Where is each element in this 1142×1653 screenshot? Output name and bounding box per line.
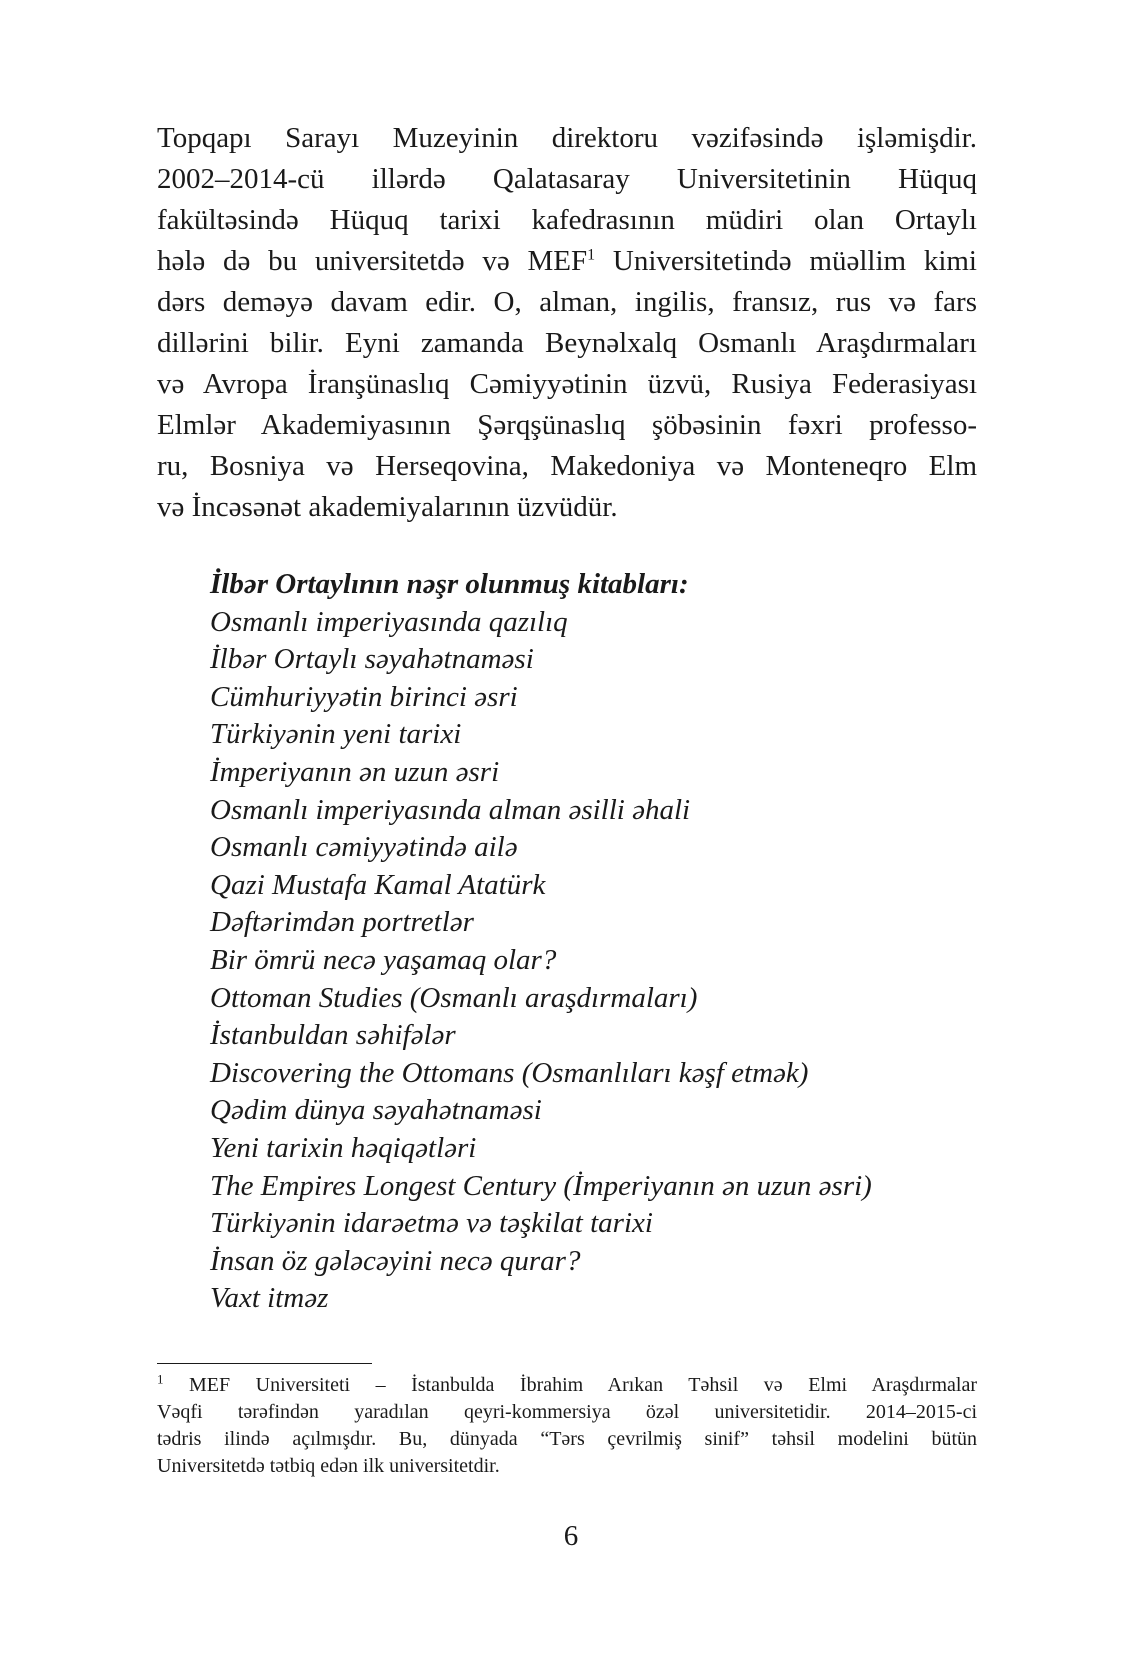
footnote-line: Vəqfi tərəfindən yaradılan qeyri-kommersiya özəl universitetidir. 2014–2015-ci <box>157 1401 977 1423</box>
book-title: Vaxt itməz <box>210 1282 329 1315</box>
footnote-line: Universitetdə tətbiq edən ilk universitetdir. <box>157 1455 500 1477</box>
body-line: fakültəsində Hüquq tarixi kafedrasının müdiri olan Ortaylı <box>157 204 977 236</box>
book-title: Osmanlı imperiyasında alman əsilli əhali <box>210 793 691 826</box>
book-title: Osmanlı cəmiyyətində ailə <box>210 831 518 864</box>
book-title: Dəftərimdən portretlər <box>210 906 474 939</box>
body-line: və Avropa İranşünaslıq Cəmiyyətinin üzvü, Rusiya Federasiyası <box>157 368 977 400</box>
book-title: Bir ömrü necə yaşamaq olar? <box>210 943 557 976</box>
body-line: və İncəsənət akademiyalarının üzvüdür. <box>157 491 618 523</box>
book-title: Qədim dünya səyahətnaməsi <box>210 1094 542 1127</box>
footnote-line-text: MEF Universiteti – İstanbulda İbrahim Arıkan Təhsil və Elmi Araşdırmalar <box>163 1374 977 1396</box>
book-title: Türkiyənin yeni tarixi <box>210 718 462 751</box>
body-line-part: hələ də bu universitetdə və MEF <box>157 245 588 277</box>
body-line: Elmlər Akademiyasının Şərqşünaslıq şöbəsinin fəxri professo- <box>157 409 977 441</box>
book-title: Discovering the Ottomans (Osmanlıları kəşf etmək) <box>210 1056 809 1089</box>
books-list <box>210 566 970 1318</box>
footnote-divider <box>157 1363 372 1364</box>
book-title: Türkiyənin idarəetmə və təşkilat tarixi <box>210 1207 653 1240</box>
books-heading: İlbər Ortaylının nəşr olunmuş kitabları: <box>210 568 689 600</box>
footnote-marker: 1 <box>157 1371 164 1387</box>
footnote-line: tədris ilində açılmışdır. Bu, dünyada “Tərs çevrilmiş sinif” təhsil modelini bütün <box>157 1428 977 1450</box>
book-title: İnsan öz gələcəyini necə qurar? <box>210 1244 581 1277</box>
body-line: dillərini bilir. Eyni zamanda Beynəlxalq Osmanlı Araşdırmaları <box>157 327 977 359</box>
book-title: Cümhuriyyətin birinci əsri <box>210 680 518 713</box>
book-title: Qazi Mustafa Kamal Atatürk <box>210 868 546 901</box>
body-line: 2002–2014-cü illərdə Qalatasaray Universitetinin Hüquq <box>157 163 977 195</box>
book-title: İstanbuldan səhifələr <box>210 1019 456 1052</box>
book-title: The Empires Longest Century (İmperiyanın ən uzun əsri) <box>210 1169 872 1202</box>
body-line: Topqapı Sarayı Muzeyinin direktoru vəzifəsində işləmişdir. <box>157 122 977 154</box>
body-line-with-footnote-ref <box>157 241 977 282</box>
page-number: 6 <box>563 1520 579 1552</box>
body-line-part: Universitetində müəllim kimi <box>595 245 977 277</box>
body-paragraph <box>157 118 977 528</box>
book-title: İmperiyanın ən uzun əsri <box>210 755 500 788</box>
book-title: Yeni tarixin həqiqətləri <box>210 1131 477 1164</box>
footnote <box>157 1372 977 1480</box>
footnote-line <box>157 1372 977 1399</box>
book-title: İlbər Ortaylı səyahətnaməsi <box>210 643 534 676</box>
book-title: Ottoman Studies (Osmanlı araşdırmaları) <box>210 981 698 1014</box>
body-line: dərs deməyə davam edir. O, alman, ingilis, fransız, rus və fars <box>157 286 977 318</box>
footnote-reference: 1 <box>587 246 596 264</box>
book-title: Osmanlı imperiyasında qazılıq <box>210 605 568 638</box>
body-line: ru, Bosniya və Herseqovina, Makedoniya və Monteneqro Elm <box>157 450 977 482</box>
